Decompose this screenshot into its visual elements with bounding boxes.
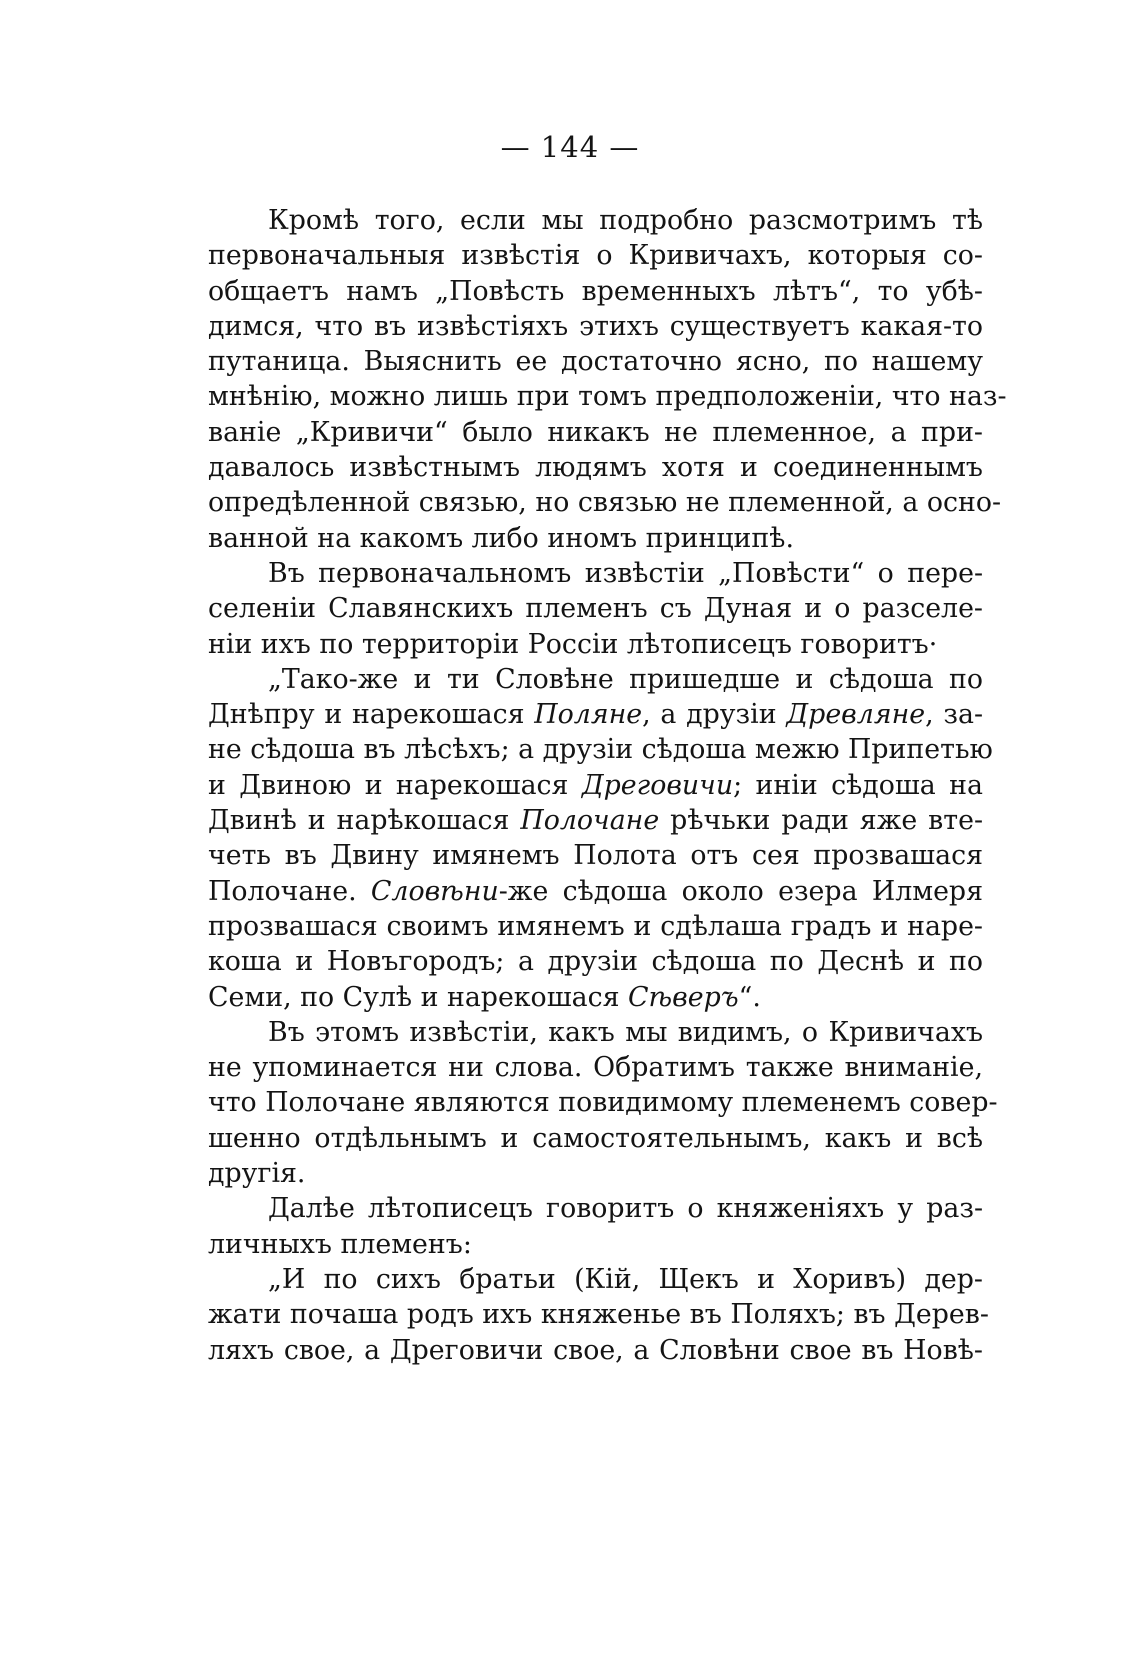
text-line: первоначальныя извѣстія о Кривичахъ, которыя со-: [208, 240, 983, 272]
text-line: давалось извѣстнымъ людямъ хотя и соединеннымъ: [208, 452, 983, 484]
text-line: „И по сихъ братьи (Кій, Щекъ и Хоривъ) дер-: [268, 1263, 983, 1295]
text-line: ваніе „Кривичи“ было никакъ не племенное, а при-: [208, 416, 983, 448]
text-line: опредѣленной связью, но связью не племенной, а осно-: [208, 487, 1002, 519]
text-line: мнѣнію, можно лишь при томъ предположеніи, что наз-: [208, 381, 1007, 413]
text-line: не упоминается ни слова. Обратимъ также вниманіе,: [208, 1052, 983, 1084]
text-line: „Тако-же и ти Словѣне пришедше и сѣдоша по: [268, 663, 983, 695]
body-text: [208, 203, 1007, 1368]
text-line: и Двиною и нарекошася Дреговичи; иніи сѣдоша на: [208, 769, 983, 801]
text-line: димся, что въ извѣстіяхъ этихъ существуетъ какая-то: [208, 310, 983, 342]
text-line: общаетъ намъ „Повѣсть временныхъ лѣтъ“, то убѣ-: [208, 275, 983, 307]
text-line: ляхъ свое, а Дреговичи свое, а Словѣни свое въ Новѣ-: [208, 1334, 983, 1366]
text-line: другія.: [208, 1158, 306, 1190]
text-line: личныхъ племенъ:: [208, 1228, 472, 1260]
tribe-name: Сѣверъ: [628, 981, 739, 1013]
text-line: Двинѣ и нарѣкошася Полочане рѣчьки ради яже вте-: [208, 805, 984, 837]
chronicle-quote-2: [208, 1262, 989, 1368]
text-line: ванной на какомъ либо иномъ принципѣ.: [208, 522, 794, 554]
text-line: Въ этомъ извѣстіи, какъ мы видимъ, о Кривичахъ: [268, 1016, 983, 1048]
page-number: — 144 —: [500, 130, 640, 164]
text-line: прозвашася своимъ имянемъ и сдѣлаша градъ и наре-: [208, 910, 983, 942]
paragraph-3: [208, 1015, 998, 1191]
text-line: Далѣе лѣтописецъ говоритъ о княженіяхъ у раз-: [268, 1193, 983, 1225]
text-line: Въ первоначальномъ извѣстіи „Повѣсти“ о пере-: [268, 557, 983, 589]
text-line: путаница. Выяснить ее достаточно ясно, по нашему: [208, 346, 983, 378]
text-line: шенно отдѣльнымъ и самостоятельнымъ, какъ и всѣ: [208, 1122, 983, 1154]
paragraph-1: [208, 203, 1007, 556]
tribe-name: Поляне: [534, 699, 643, 731]
tribe-name: Полочане: [520, 805, 660, 837]
text-line: селеніи Славянскихъ племенъ съ Дуная и о разселе-: [208, 593, 983, 625]
text-line: Семи, по Сулѣ и нарекошася Сѣверъ“.: [208, 981, 761, 1013]
tribe-name: Дреговичи: [581, 769, 734, 801]
chronicle-quote-1: [208, 662, 993, 1015]
text-line: Днѣпру и нарекошася Поляне, а друзіи Древляне, за-: [208, 699, 984, 731]
paragraph-2: [208, 556, 983, 662]
text-line: жати почаша родъ ихъ княженье въ Поляхъ; въ Дерев-: [208, 1299, 989, 1331]
text-line: не сѣдоша въ лѣсѣхъ; а друзіи сѣдоша межю Припетью: [208, 734, 993, 766]
text-line: Кромѣ того, если мы подробно разсмотримъ тѣ: [268, 205, 983, 236]
paragraph-4: [208, 1191, 983, 1262]
text-line: Полочане. Словѣни-же сѣдоша около езера Илмеря: [208, 875, 983, 907]
text-line: коша и Новъгородъ; а друзіи сѣдоша по Деснѣ и по: [208, 946, 983, 978]
text-line: ніи ихъ по территоріи Россіи лѣтописецъ говоритъ·: [208, 628, 938, 660]
text-line: четь въ Двину имянемъ Полота отъ сея прозвашася: [208, 840, 983, 872]
text-line: что Полочане являются повидимому племенемъ совер-: [208, 1087, 998, 1119]
tribe-name: Древляне: [786, 699, 926, 731]
tribe-name: Словѣни: [370, 875, 499, 907]
